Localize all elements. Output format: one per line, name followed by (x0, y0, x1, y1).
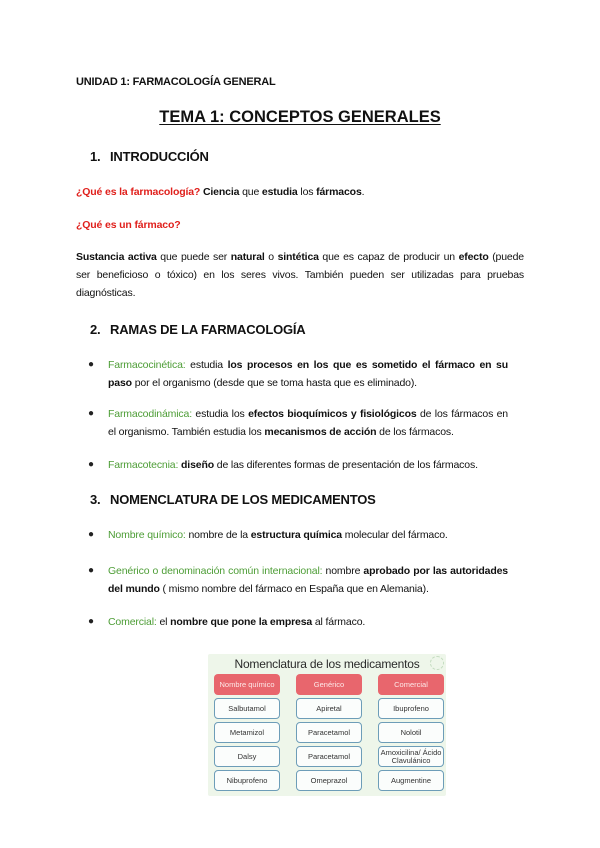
figure-cell: Salbutamol (214, 698, 280, 719)
figure-cell: Augmentine (378, 770, 444, 791)
figure-cell: Amoxicilina/ Ácido Clavulánico (378, 746, 444, 767)
figure-cell: Paracetamol (296, 746, 362, 767)
bullet-icon: ● (88, 459, 94, 470)
bullet-icon: ● (88, 529, 94, 540)
question-drug: ¿Qué es un fármaco? (76, 219, 181, 231)
bullet-icon: ● (88, 565, 94, 576)
section-heading-intro: 1. INTRODUCCIÓN (90, 149, 209, 164)
unit-title: UNIDAD 1: FARMACOLOGÍA GENERAL (76, 76, 276, 88)
figure-cell: Paracetamol (296, 722, 362, 743)
figure-header: Genérico (296, 674, 362, 695)
figure-cell: Ibuprofeno (378, 698, 444, 719)
drug-definition: Sustancia activa que puede ser natural o sintética que es capaz de producir un efecto (puede ser beneficioso o tóxico) en los seres vivos. También pueden ser utilizadas para pruebas diagnósticas. (76, 251, 524, 299)
section-heading-nomenclatura: 3. NOMENCLATURA DE LOS MEDICAMENTOS (90, 492, 376, 507)
section-heading-ramas: 2. RAMAS DE LA FARMACOLOGÍA (90, 322, 306, 337)
figure-cell: Nolotil (378, 722, 444, 743)
figure-cell: Dalsy (214, 746, 280, 767)
figure-cell: Nibuprofeno (214, 770, 280, 791)
bullet-icon: ● (88, 616, 94, 627)
bullet-icon: ● (88, 359, 94, 370)
nomenclature-figure (208, 654, 446, 796)
topic-title: TEMA 1: CONCEPTOS GENERALES (159, 108, 441, 126)
topic-title-wrap (0, 108, 600, 127)
question-pharmacology: ¿Qué es la farmacología? Ciencia que estudia los fármacos. (76, 186, 365, 198)
bullet-icon: ● (88, 408, 94, 419)
figure-cell: Apiretal (296, 698, 362, 719)
figure-title: Nomenclatura de los medicamentos (234, 657, 420, 671)
figure-cell: Metamizol (214, 722, 280, 743)
figure-header: Nombre químico (214, 674, 280, 695)
figure-header: Comercial (378, 674, 444, 695)
figure-cell: Omeprazol (296, 770, 362, 791)
